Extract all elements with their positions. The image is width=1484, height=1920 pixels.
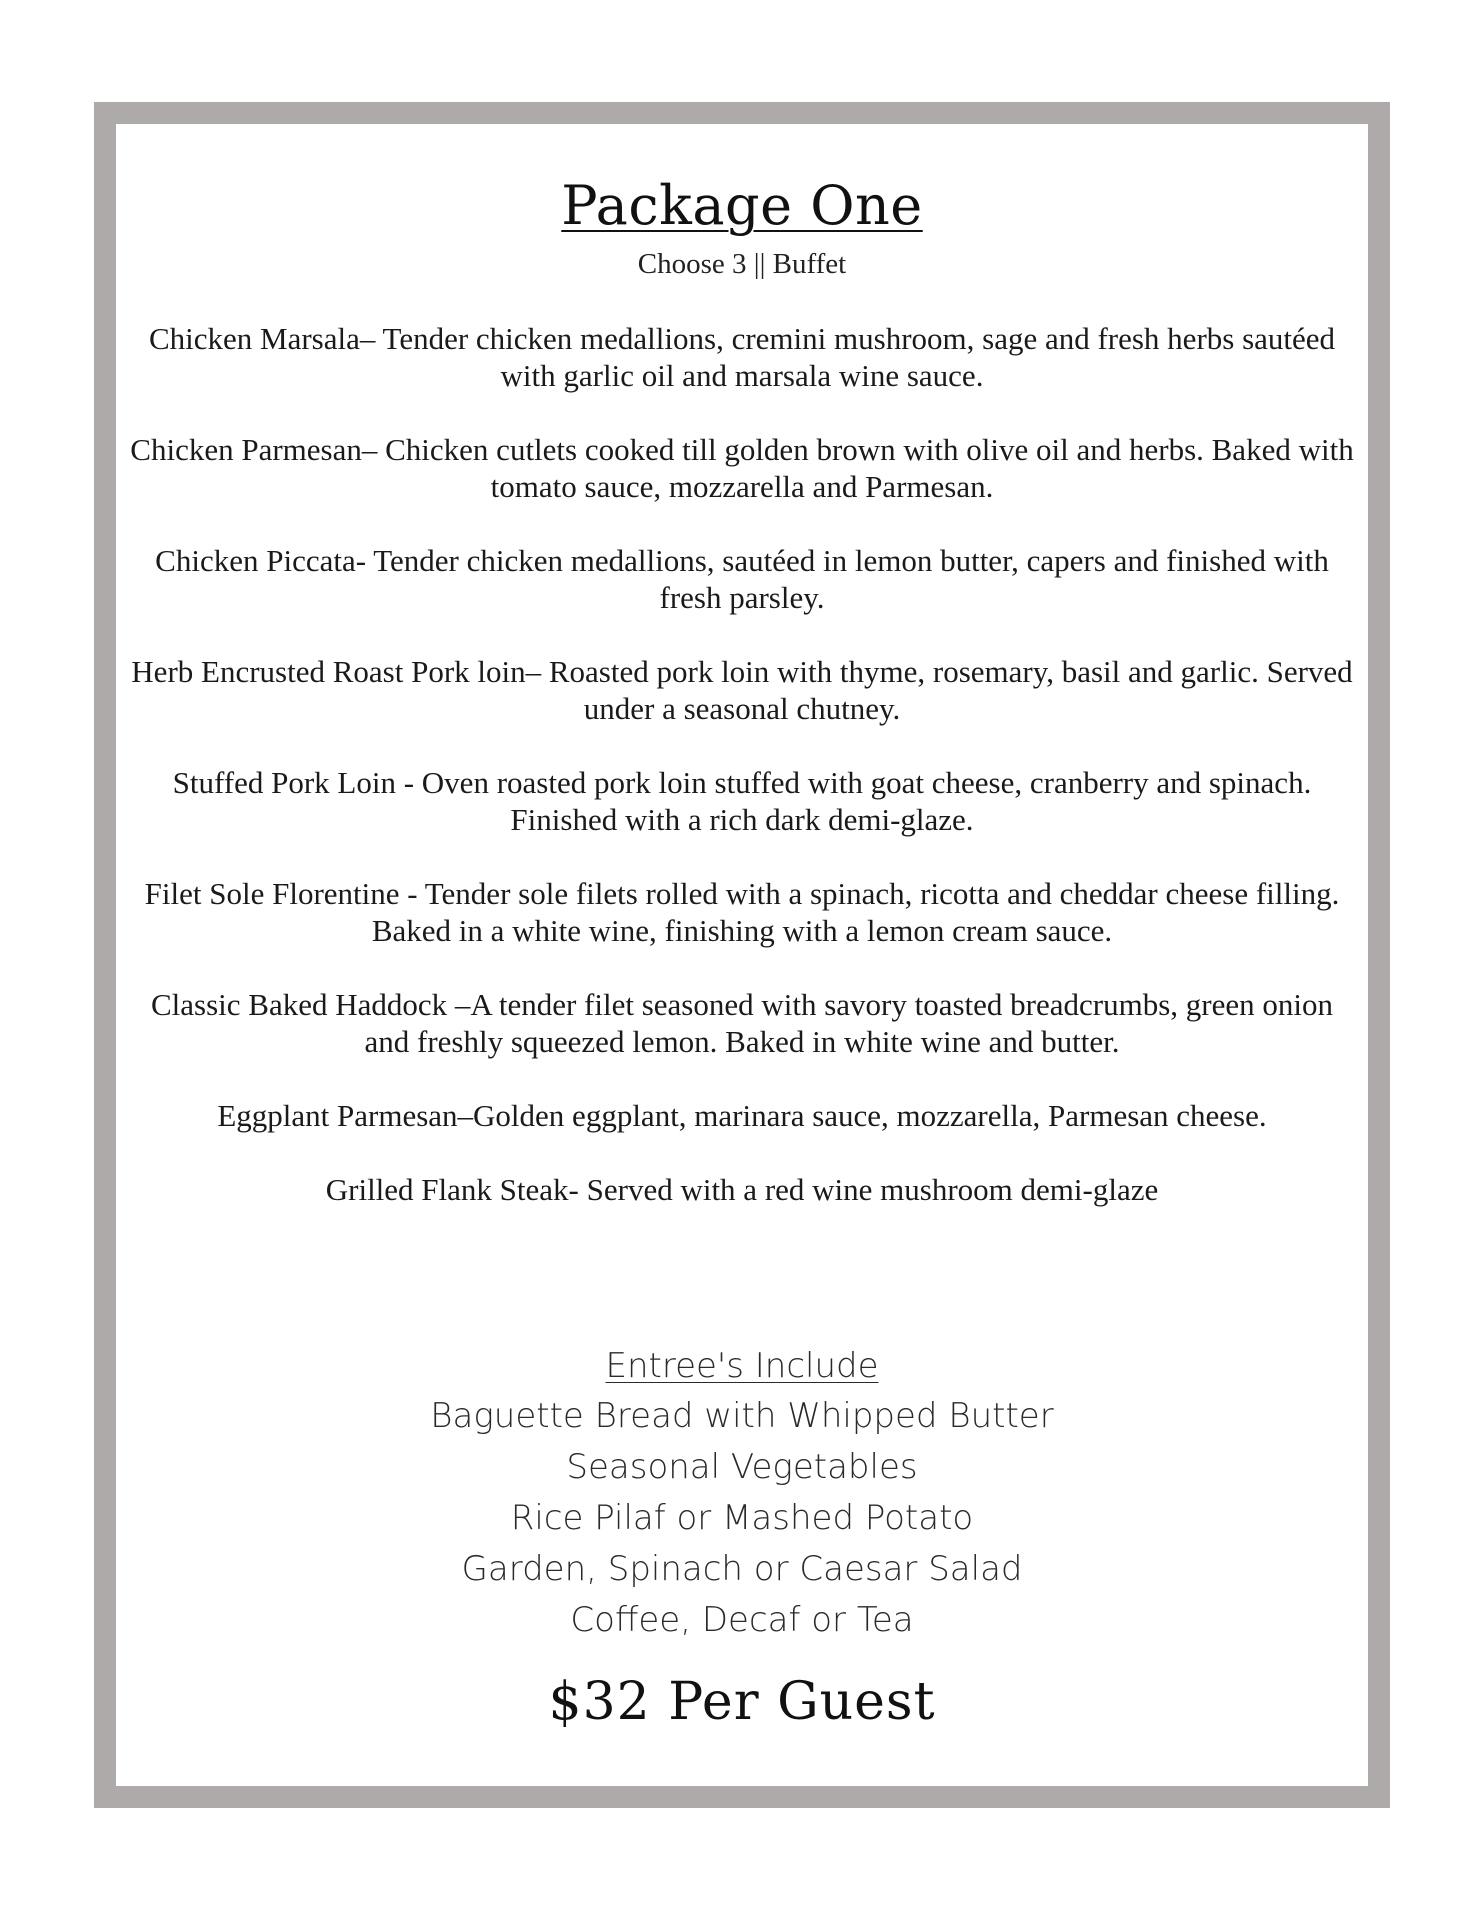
includes-heading: Entree's Include — [605, 1346, 879, 1386]
includes-item: Seasonal Vegetables — [566, 1447, 918, 1487]
page-subtitle: Choose 3 || Buffet — [637, 248, 847, 280]
page-title: Package One — [561, 174, 923, 237]
entree-list — [126, 320, 1358, 1245]
price-per-guest: $32 Per Guest — [548, 1672, 936, 1732]
entree-roast-pork-loin: Herb Encrusted Roast Pork loin– Roasted pork loin with thyme, rosemary, basil and garlic. Served under a seasonal chutney. — [131, 654, 1353, 726]
entree-chicken-marsala: Chicken Marsala– Tender chicken medallions, cremini mushroom, sage and fresh herbs sautéed with garlic oil and marsala wine sauce. — [148, 321, 1336, 393]
entree-chicken-piccata: Chicken Piccata- Tender chicken medallions, sautéed in lemon butter, capers and finished with fresh parsley. — [155, 543, 1329, 615]
menu-frame — [94, 102, 1390, 1808]
includes-section — [116, 1341, 1368, 1646]
includes-item: Baguette Bread with Whipped Butter — [430, 1396, 1054, 1436]
entree-stuffed-pork-loin: Stuffed Pork Loin - Oven roasted pork loin stuffed with goat cheese, cranberry and spinach. Finished with a rich dark demi-glaze. — [172, 765, 1312, 837]
entree-filet-sole-florentine: Filet Sole Florentine - Tender sole filets rolled with a spinach, ricotta and cheddar cheese filling. Baked in a white wine, finishing with a lemon cream sauce. — [144, 876, 1340, 948]
entree-baked-haddock: Classic Baked Haddock –A tender filet seasoned with savory toasted breadcrumbs, green onion and freshly squeezed lemon. Baked in white wine and butter. — [151, 987, 1333, 1059]
includes-item: Garden, Spinach or Caesar Salad — [461, 1549, 1023, 1589]
entree-eggplant-parmesan: Eggplant Parmesan–Golden eggplant, marinara sauce, mozzarella, Parmesan cheese. — [217, 1098, 1267, 1133]
includes-item: Rice Pilaf or Mashed Potato — [510, 1498, 974, 1538]
entree-flank-steak: Grilled Flank Steak- Served with a red wine mushroom demi-glaze — [325, 1172, 1159, 1207]
includes-item: Coffee, Decaf or Tea — [570, 1600, 914, 1640]
entree-chicken-parmesan: Chicken Parmesan– Chicken cutlets cooked till golden brown with olive oil and herbs. Baked with tomato sauce, mozzarella and Parmesan. — [130, 432, 1354, 504]
